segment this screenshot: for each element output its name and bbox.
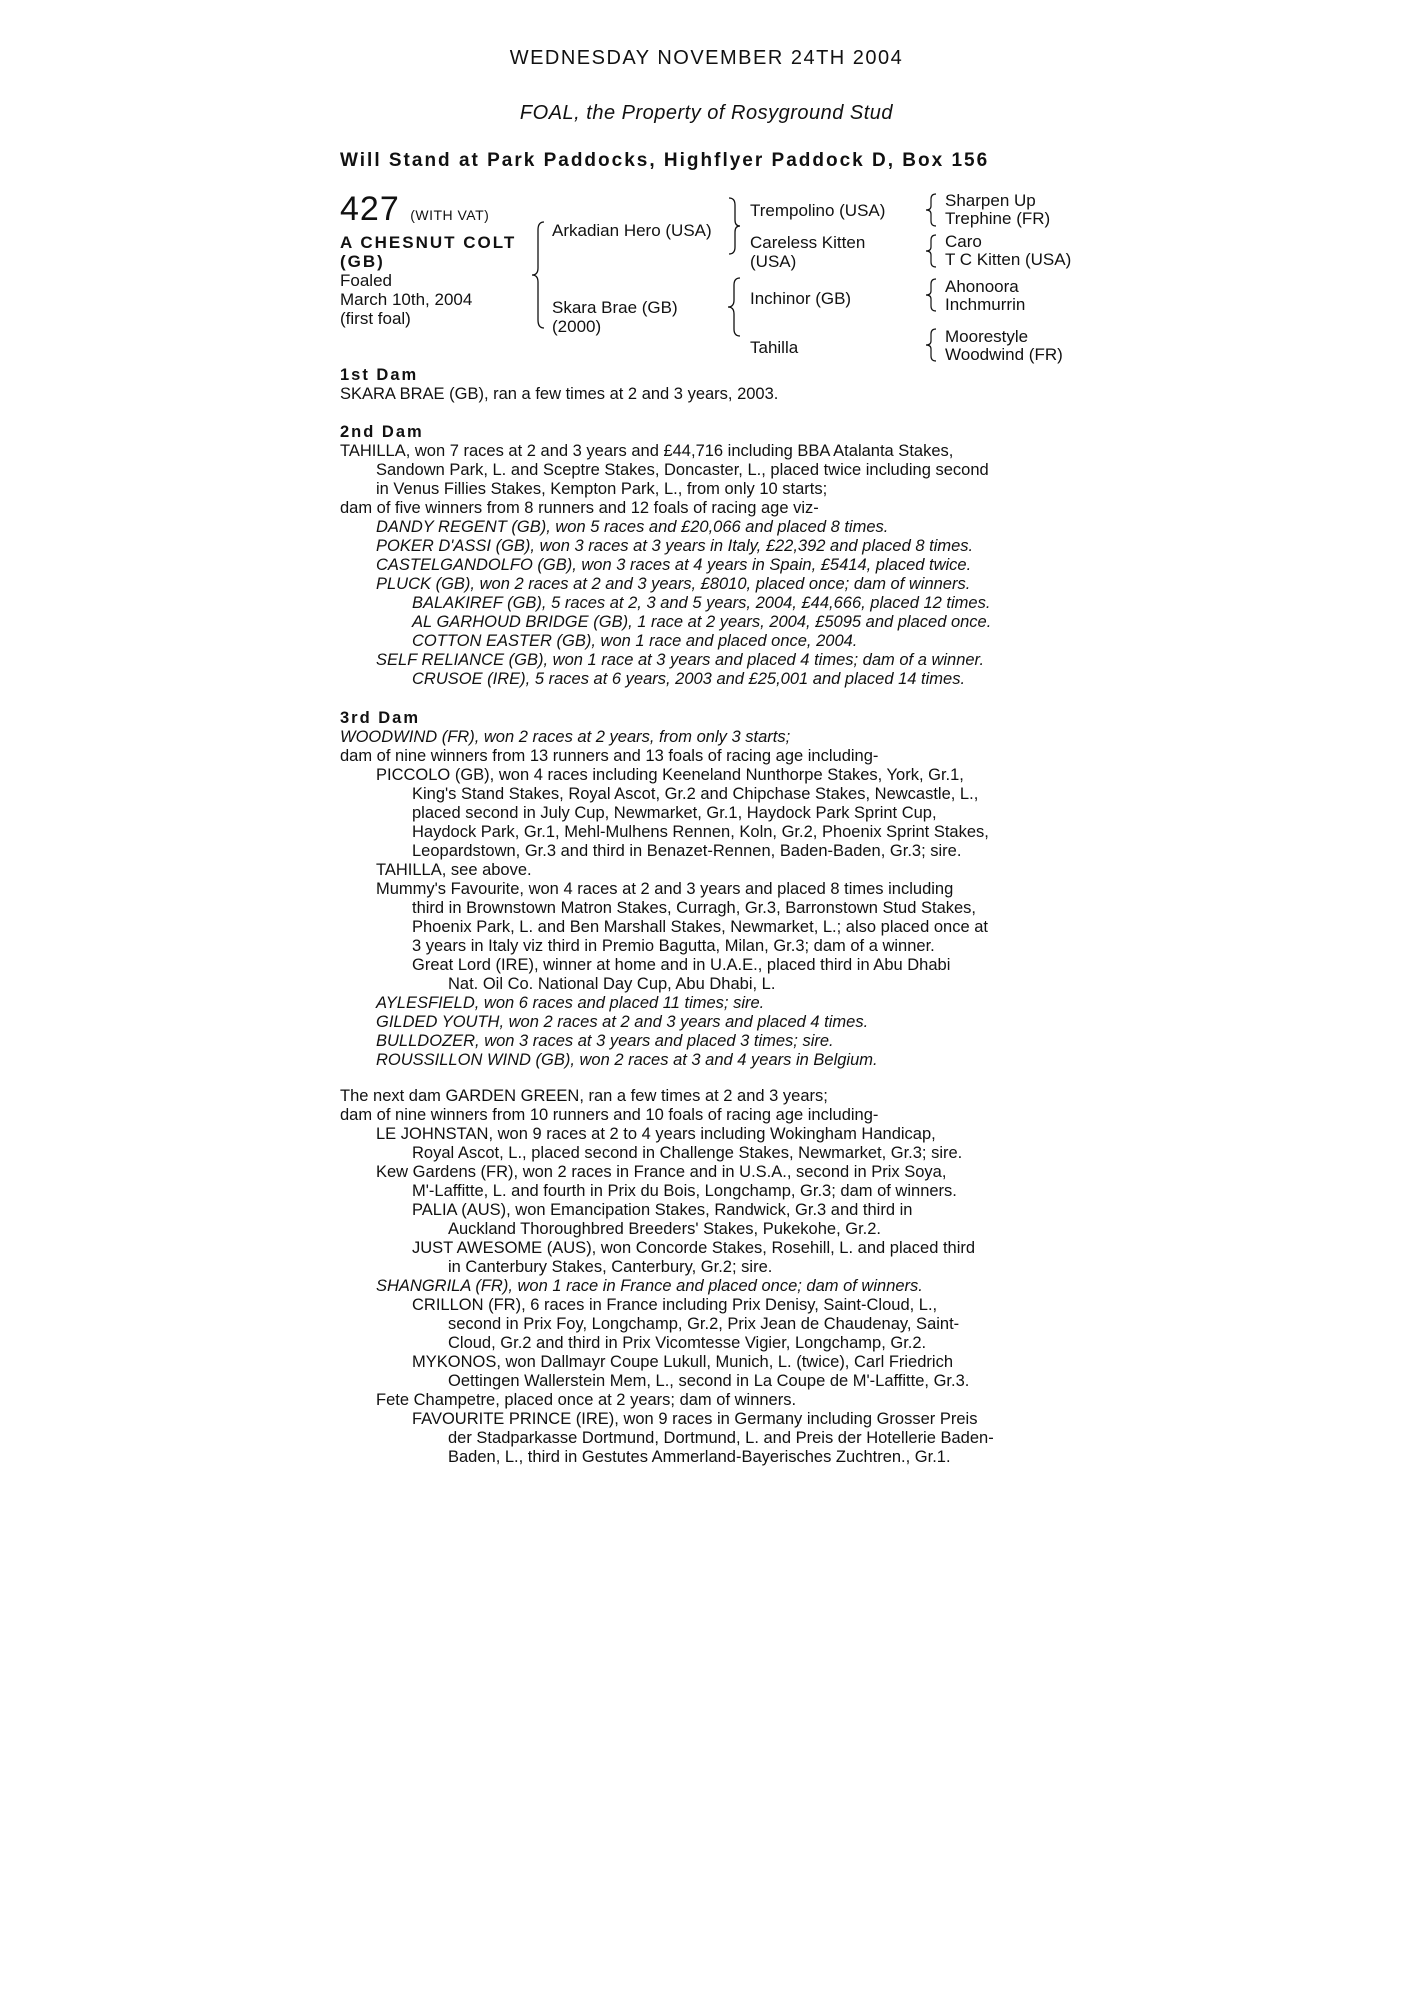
next-dam-line: der Stadparkasse Dortmund, Dortmund, L. and Preis der Hotellerie Baden-: [448, 1429, 994, 1447]
second-dam-line: Sandown Park, L. and Sceptre Stakes, Doncaster, L., placed twice including second: [376, 461, 989, 479]
second-dam-line: PLUCK (GB), won 2 races at 2 and 3 years, £8010, placed once; dam of winners.: [376, 575, 971, 593]
next-dam-line: JUST AWESOME (AUS), won Concorde Stakes, Rosehill, L. and placed third: [412, 1239, 976, 1257]
dss-name: Ahonoora: [945, 277, 1019, 296]
pedigree-brace-sd: [924, 233, 938, 269]
next-dam-line: The next dam GARDEN GREEN, ran a few times at 2 and 3 years;: [340, 1087, 828, 1105]
third-dam-section: [340, 709, 989, 1070]
sire-sire-parents: [945, 192, 1050, 228]
next-dam-line: CRILLON (FR), 6 races in France including Prix Denisy, Saint-Cloud, L.,: [412, 1296, 938, 1314]
stand-location: Will Stand at Park Paddocks, Highflyer Paddock D, Box 156: [340, 150, 990, 171]
vat-note: (WITH VAT): [410, 207, 490, 223]
foaled-date: March 10th, 2004: [340, 290, 473, 309]
third-dam-heading: 3rd Dam: [340, 709, 421, 727]
next-dam-line: LE JOHNSTAN, won 9 races at 2 to 4 years including Wokingham Handicap,: [376, 1125, 936, 1143]
third-dam-line: WOODWIND (FR), won 2 races at 2 years, from only 3 starts;: [340, 728, 791, 746]
next-dam-line: Royal Ascot, L., placed second in Challenge Stakes, Newmarket, Gr.3; sire.: [412, 1144, 963, 1162]
foaled-info: [340, 271, 472, 328]
pedigree-brace-sire: [726, 196, 742, 256]
first-dam-text: SKARA BRAE (GB), ran a few times at 2 and 3 years, 2003.: [340, 385, 779, 403]
next-dam-line: in Canterbury Stakes, Canterbury, Gr.2; sire.: [448, 1258, 773, 1276]
next-dam-section: [340, 1087, 994, 1467]
pedigree-brace-ss: [924, 192, 938, 228]
third-dam-line: BULLDOZER, won 3 races at 3 years and placed 3 times; sire.: [376, 1032, 834, 1050]
third-dam-line: Haydock Park, Gr.1, Mehl-Mulhens Rennen, Koln, Gr.2, Phoenix Sprint Stakes,: [412, 823, 989, 841]
third-dam-line: King's Stand Stakes, Royal Ascot, Gr.2 and Chipchase Stakes, Newcastle, L.,: [412, 785, 979, 803]
second-dam-line: CASTELGANDOLFO (GB), won 3 races at 4 years in Spain, £5414, placed twice.: [376, 556, 972, 574]
third-dam-line: ROUSSILLON WIND (GB), won 2 races at 3 and 4 years in Belgium.: [376, 1051, 878, 1069]
ssd-name: Trephine (FR): [945, 209, 1051, 228]
third-dam-line: third in Brownstown Matron Stakes, Curragh, Gr.3, Barronstown Stud Stakes,: [412, 899, 977, 917]
lot-number-line: [340, 190, 489, 229]
pedigree-brace-dd: [924, 327, 938, 363]
second-dam-line: TAHILLA, won 7 races at 2 and 3 years and £44,716 including BBA Atalanta Stakes,: [340, 442, 954, 460]
third-dam-line: AYLESFIELD, won 6 races and placed 11 times; sire.: [376, 994, 765, 1012]
dam-dam: Tahilla: [750, 338, 799, 357]
pedigree-brace-ds: [924, 277, 938, 313]
dam-sire-parents: [945, 278, 1025, 314]
second-dam-heading: 2nd Dam: [340, 423, 424, 441]
sire-dam: [750, 233, 865, 271]
ddd-name: Woodwind (FR): [945, 345, 1063, 364]
dam-dam-parents: [945, 328, 1063, 364]
second-dam-line: in Venus Fillies Stakes, Kempton Park, L., from only 10 starts;: [376, 480, 828, 498]
next-dam-line: SHANGRILA (FR), won 1 race in France and placed once; dam of winners.: [376, 1277, 923, 1295]
foaled-note: (first foal): [340, 309, 411, 328]
dsd-name: Inchmurrin: [945, 295, 1026, 314]
third-dam-line: dam of nine winners from 13 runners and 13 foals of racing age including-: [340, 747, 879, 765]
third-dam-line: GILDED YOUTH, won 2 races at 2 and 3 years and placed 4 times.: [376, 1013, 869, 1031]
horse-name-line1: A CHESNUT COLT: [340, 233, 517, 252]
next-dam-line: Fete Champetre, placed once at 2 years; dam of winners.: [376, 1391, 797, 1409]
next-dam-line: second in Prix Foy, Longchamp, Gr.2, Prix Jean de Chaudenay, Saint-: [448, 1315, 960, 1333]
dds-name: Moorestyle: [945, 327, 1029, 346]
third-dam-line: Great Lord (IRE), winner at home and in U.A.E., placed third in Abu Dhabi: [412, 956, 951, 974]
next-dam-line: M'-Laffitte, L. and fourth in Prix du Bois, Longchamp, Gr.3; dam of winners.: [412, 1182, 957, 1200]
first-dam-section: [340, 366, 778, 404]
next-dam-line: Baden, L., third in Gestutes Ammerland-Bayerisches Zuchtren., Gr.1.: [448, 1448, 951, 1466]
property-line: FOAL, the Property of Rosyground Stud: [519, 102, 894, 124]
second-dam-line: BALAKIREF (GB), 5 races at 2, 3 and 5 years, 2004, £44,666, placed 12 times.: [412, 594, 991, 612]
sire-dam-parents: [945, 233, 1071, 269]
third-dam-line: Phoenix Park, L. and Ben Marshall Stakes, Newmarket, L.; also placed once at: [412, 918, 988, 936]
sdd-name: T C Kitten (USA): [945, 250, 1072, 269]
third-dam-line: PICCOLO (GB), won 4 races including Keeneland Nunthorpe Stakes, York, Gr.1,: [376, 766, 964, 784]
horse-description: [340, 233, 516, 271]
dam-sire: Inchinor (GB): [750, 289, 852, 308]
pedigree-brace-dam: [726, 276, 742, 338]
dam-year: (2000): [552, 317, 602, 336]
third-dam-line: TAHILLA, see above.: [376, 861, 532, 879]
next-dam-line: Kew Gardens (FR), won 2 races in France and in U.S.A., second in Prix Soya,: [376, 1163, 947, 1181]
third-dam-line: Nat. Oil Co. National Day Cup, Abu Dhabi, L.: [448, 975, 776, 993]
next-dam-line: Auckland Thoroughbred Breeders' Stakes, Pukekohe, Gr.2.: [448, 1220, 882, 1238]
third-dam-line: Leopardstown, Gr.3 and third in Benazet-Rennen, Baden-Baden, Gr.3; sire.: [412, 842, 962, 860]
sale-date: WEDNESDAY NOVEMBER 24TH 2004: [509, 47, 904, 69]
sire-dam-line1: Careless Kitten: [750, 233, 866, 252]
sire-name: Arkadian Hero (USA): [552, 221, 712, 240]
third-dam-line: 3 years in Italy viz third in Premio Bagutta, Milan, Gr.3; dam of a winner.: [412, 937, 935, 955]
lot-number: 427: [340, 190, 400, 228]
foaled-label: Foaled: [340, 271, 392, 290]
sss-name: Sharpen Up: [945, 191, 1036, 210]
next-dam-line: Cloud, Gr.2 and third in Prix Vicomtesse Vigier, Longchamp, Gr.2.: [448, 1334, 927, 1352]
third-dam-line: Mummy's Favourite, won 4 races at 2 and 3 years and placed 8 times including: [376, 880, 954, 898]
second-dam-section: [340, 423, 991, 689]
dam-name: [552, 298, 678, 336]
sire-dam-line2: (USA): [750, 252, 797, 271]
next-dam-line: Oettingen Wallerstein Mem, L., second in La Coupe de M'-Laffitte, Gr.3.: [448, 1372, 970, 1390]
pedigree-brace-main: [530, 220, 550, 330]
sire-sire: Trempolino (USA): [750, 201, 886, 220]
second-dam-line: CRUSOE (IRE), 5 races at 6 years, 2003 and £25,001 and placed 14 times.: [412, 670, 966, 688]
third-dam-line: placed second in July Cup, Newmarket, Gr.1, Haydock Park Sprint Cup,: [412, 804, 937, 822]
second-dam-line: SELF RELIANCE (GB), won 1 race at 3 years and placed 4 times; dam of a winner.: [376, 651, 985, 669]
second-dam-line: dam of five winners from 8 runners and 12 foals of racing age viz-: [340, 499, 819, 517]
second-dam-line: POKER D'ASSI (GB), won 3 races at 3 years in Italy, £22,392 and placed 8 times.: [376, 537, 974, 555]
next-dam-line: PALIA (AUS), won Emancipation Stakes, Randwick, Gr.3 and third in: [412, 1201, 913, 1219]
second-dam-line: DANDY REGENT (GB), won 5 races and £20,066 and placed 8 times.: [376, 518, 889, 536]
first-dam-heading: 1st Dam: [340, 366, 419, 384]
dam-name-line1: Skara Brae (GB): [552, 298, 678, 317]
next-dam-line: MYKONOS, won Dallmayr Coupe Lukull, Munich, L. (twice), Carl Friedrich: [412, 1353, 953, 1371]
next-dam-line: FAVOURITE PRINCE (IRE), won 9 races in Germany including Grosser Preis: [412, 1410, 978, 1428]
second-dam-line: AL GARHOUD BRIDGE (GB), 1 race at 2 years, 2004, £5095 and placed once.: [412, 613, 992, 631]
sds-name: Caro: [945, 232, 982, 251]
second-dam-line: COTTON EASTER (GB), won 1 race and placed once, 2004.: [412, 632, 858, 650]
next-dam-line: dam of nine winners from 10 runners and 10 foals of racing age including-: [340, 1106, 879, 1124]
horse-name-line2: (GB): [340, 252, 385, 271]
